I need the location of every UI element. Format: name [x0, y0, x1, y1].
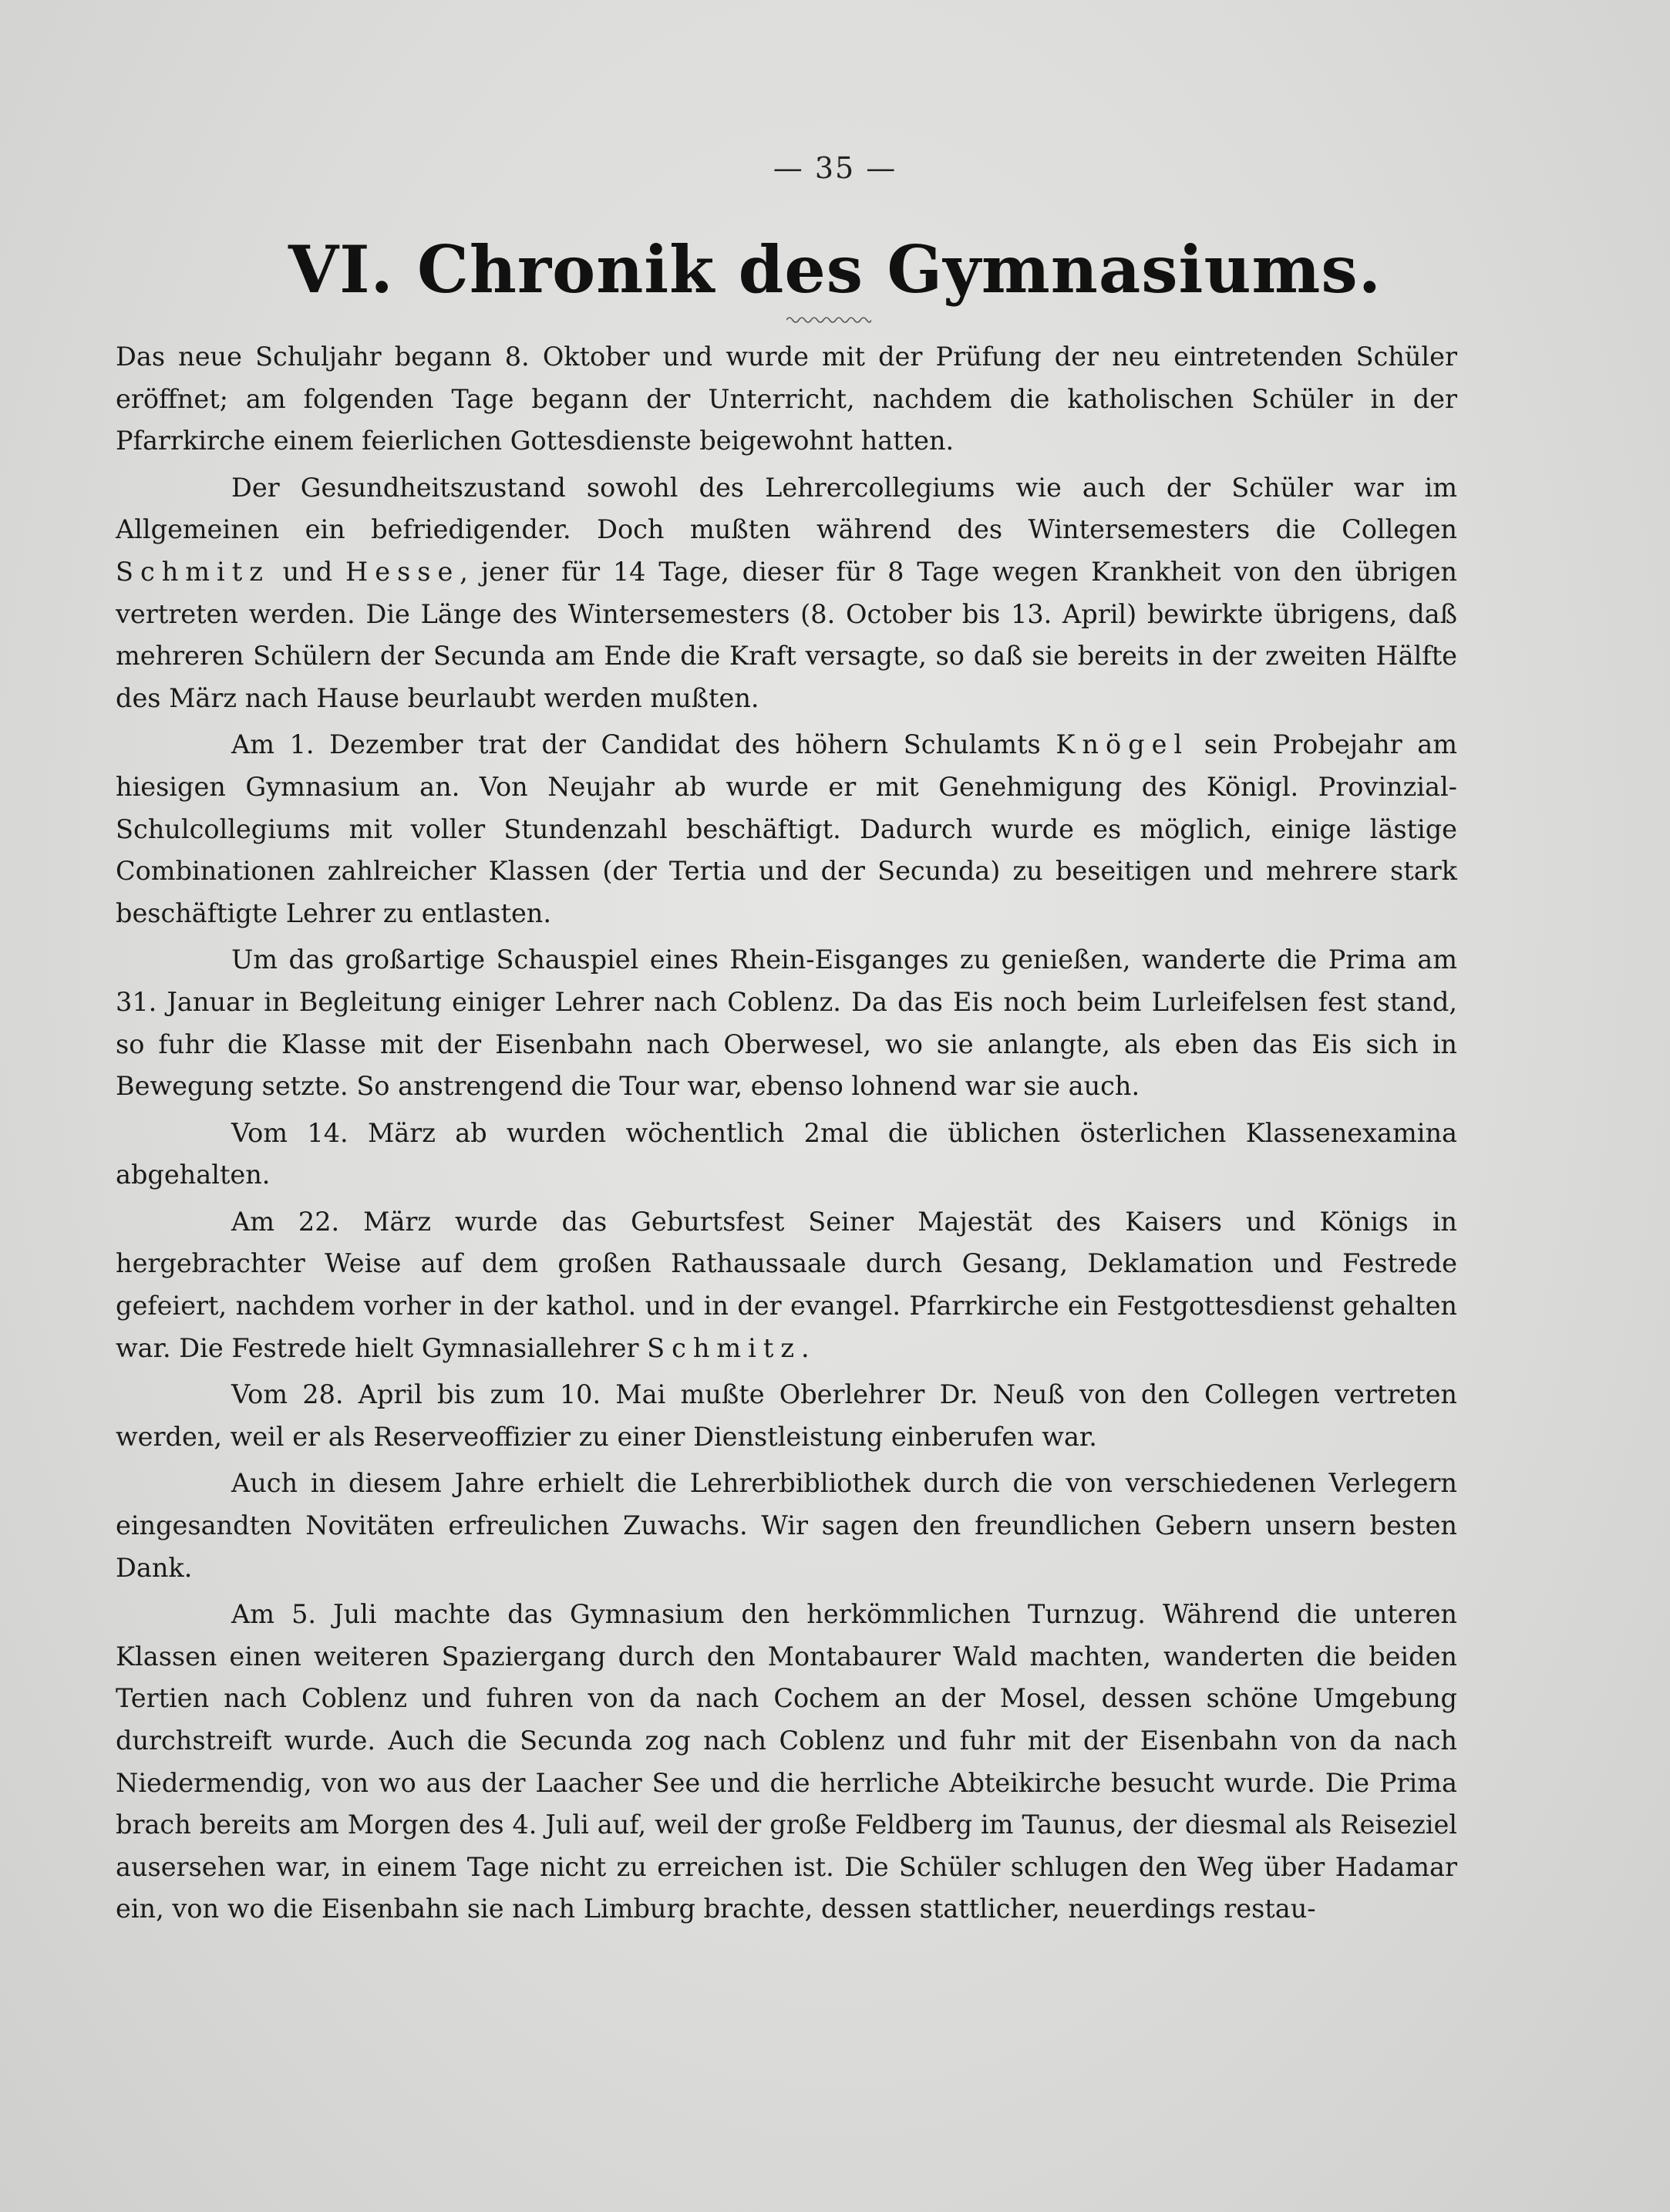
paragraph-school-year	[116, 336, 1457, 463]
paragraph-excursion	[116, 1594, 1457, 1931]
person-name-schmitz: Schmitz	[116, 556, 270, 587]
paragraph-text: sein Probejahr am hiesigen Gymnasium an. Von Neujahr ab wurde er mit Genehmigung des Königl. Provinzial-Schulcollegiums mit voller Stundenzahl beschäftigt. Dadurch wurde es möglich, einige lästige Combinationen zahlreicher Klassen (der Tertia und der Secunda) zu beseitigen und mehrere stark beschäftigte Lehrer zu entlasten.	[116, 729, 1457, 928]
paragraph-emperor-birthday	[116, 1201, 1457, 1369]
paragraph-ice-drift	[116, 939, 1457, 1107]
person-name-hesse: Hesse	[345, 556, 460, 587]
paragraph-reserve-officer	[116, 1374, 1457, 1458]
body-text	[116, 336, 1457, 1935]
title-ornament	[786, 315, 871, 325]
paragraph-exams	[116, 1113, 1457, 1197]
page-number: — 35 —	[773, 151, 897, 185]
paragraph-text: und	[269, 556, 346, 587]
paragraph-library	[116, 1463, 1457, 1589]
paragraph-text: Am 5. Juli machte das Gymnasium den herkömmlichen Turnzug. Während die unteren Klassen einen weiteren Spaziergang durch den Montabaurer Wald machten, wanderten die beiden Tertien nach Coblenz und fuhren von da nach Cochem an der Mosel, dessen schöne Umgebung durchstreift wurde. Auch die Secunda zog nach Coblenz und fuhr mit der Eisenbahn von da nach Niedermendig, von wo aus der Laacher See und die herrliche Abteikirche besucht wurde. Die Prima brach bereits am Morgen des 4. Juli auf, weil der große Feldberg im Taunus, der diesmal als Reiseziel ausersehen war, in einem Tage nicht zu erreichen ist. Die Schüler schlugen den Weg über Hadamar ein, von wo die Eisenbahn sie nach Limburg brachte, dessen stattlicher, neuerdings restau-	[116, 1599, 1457, 1924]
person-name-knoegel: Knögel	[1056, 729, 1190, 760]
paragraph-text: Am 1. Dezember trat der Candidat des höhern Schulamts	[231, 729, 1056, 760]
paragraph-text: Das neue Schuljahr begann 8. Oktober und wurde mit der Prüfung der neu eintretenden Schüler eröffnet; am folgenden Tage begann der Unterricht, nachdem die katholischen Schüler in der Pfarrkirche einem feierlichen Gottesdienste beigewohnt hatten.	[116, 342, 1457, 456]
paragraph-text: .	[801, 1332, 810, 1363]
chapter-title: VI. Chronik des Gymnasiums.	[288, 231, 1382, 308]
paragraph-text: Um das großartige Schauspiel eines Rhein-Eisganges zu genießen, wanderte die Prima am 31. Januar in Begleitung einiger Lehrer nach Coblenz. Da das Eis noch beim Lurleifelsen fest stand, so fuhr die Klasse mit der Eisenbahn nach Oberwesel, wo sie anlangte, als eben das Eis sich in Bewegung setzte. So anstrengend die Tour war, ebenso lohnend war sie auch.	[116, 944, 1457, 1102]
paragraph-text: Auch in diesem Jahre erhielt die Lehrerbibliothek durch die von verschiedenen Verlegern eingesandten Novitäten erfreulichen Zuwachs. Wir sagen den freundlichen Gebern unsern besten Dank.	[116, 1468, 1457, 1583]
paragraph-text: Am 22. März wurde das Geburtsfest Seiner Majestät des Kaisers und Königs in hergebrachter Weise auf dem großen Rathaussaale durch Gesang, Deklamation und Festrede gefeiert, nachdem vorher in der kathol. und in der evangel. Pfarrkirche ein Festgottesdienst gehalten war. Die Festrede hielt Gymnasiallehrer	[116, 1206, 1457, 1363]
person-name-schmitz: Schmitz	[647, 1332, 802, 1363]
paragraph-text: Der Gesundheitszustand sowohl des Lehrercollegiums wie auch der Schüler war im Allgemeinen ein befriedigender. Doch mußten während des Wintersemesters die Collegen	[116, 472, 1457, 545]
paragraph-health	[116, 467, 1457, 720]
paragraph-candidate	[116, 724, 1457, 934]
paragraph-text: Vom 28. April bis zum 10. Mai mußte Oberlehrer Dr. Neuß von den Collegen vertreten werden, weil er als Reserveoffizier zu einer Dienstleistung einberufen war.	[116, 1379, 1457, 1452]
paragraph-text: , jener für 14 Tage, dieser für 8 Tage wegen Krankheit von den übrigen vertreten werden. Die Länge des Wintersemesters (8. October bis 13. April) bewirkte übrigens, daß mehreren Schülern der Secunda am Ende die Kraft versagte, so daß sie bereits in der zweiten Hälfte des März nach Hause beurlaubt werden mußten.	[116, 556, 1457, 713]
paragraph-text: Vom 14. März ab wurden wöchentlich 2mal die üblichen österlichen Klassenexamina abgehalten.	[116, 1117, 1457, 1190]
